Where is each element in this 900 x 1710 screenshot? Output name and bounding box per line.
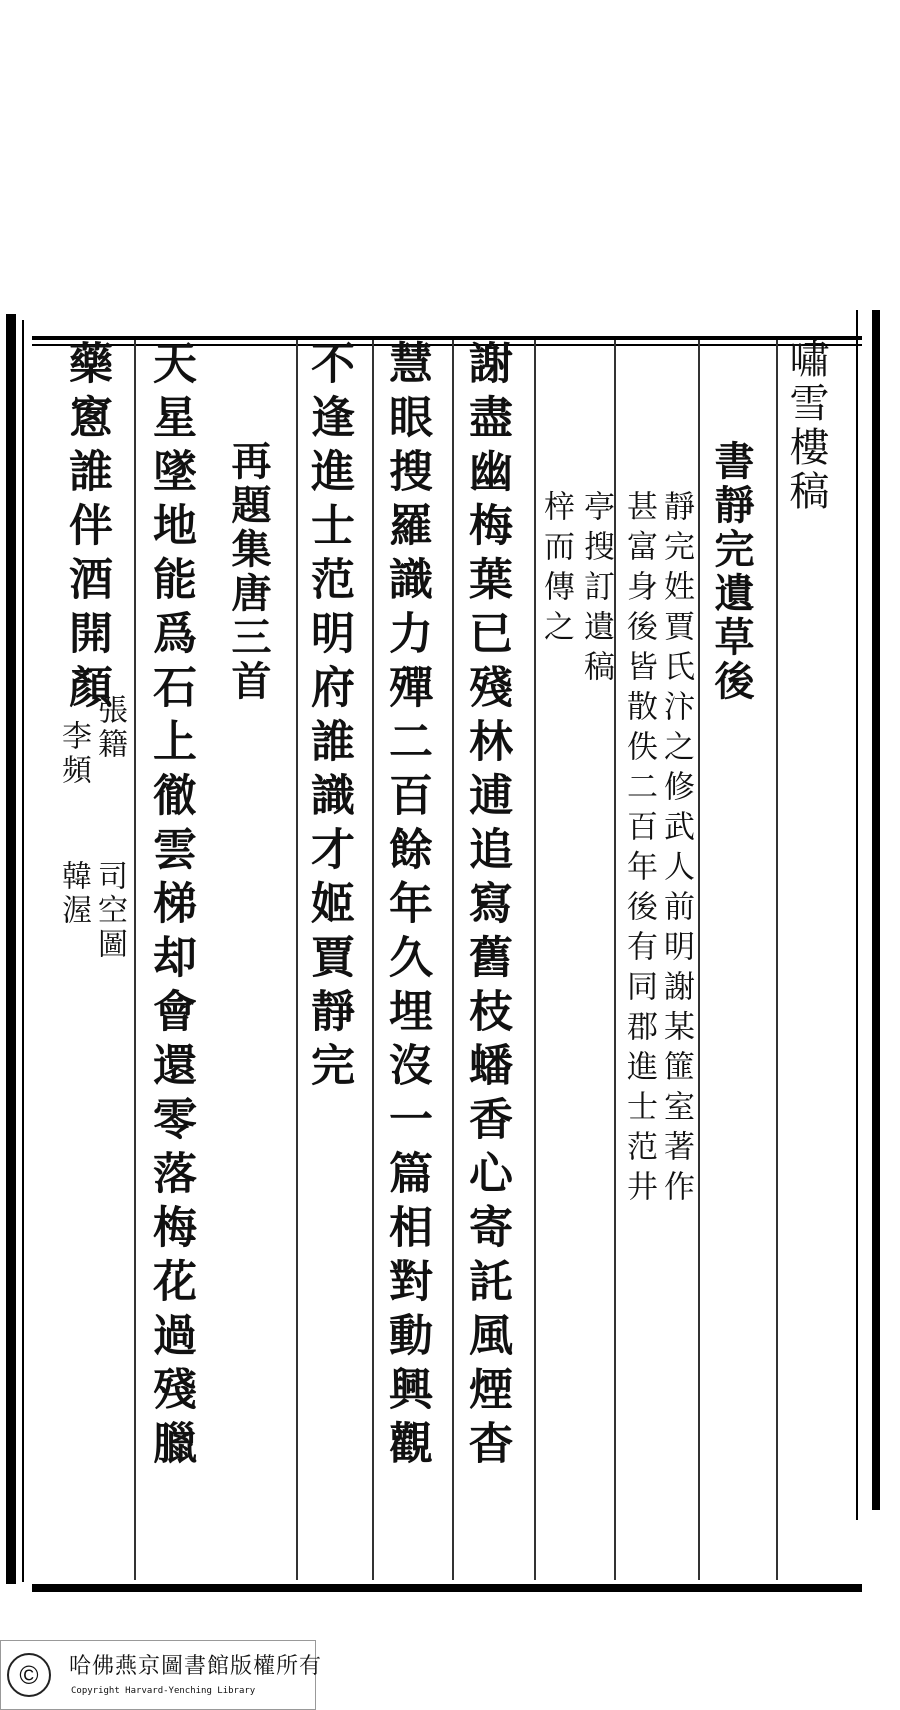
library-name-cn: 哈佛燕京圖書館版權所有 — [69, 1654, 323, 1679]
author-credit: 韓渥 — [56, 860, 91, 928]
border-left-outer — [6, 314, 16, 1584]
poem-line: 慧眼搜羅識力殫二百餘年久埋沒一篇相對動興觀 — [381, 340, 432, 1474]
column-rule — [452, 340, 454, 1580]
fold-label: 嘯雪樓稿 — [783, 338, 829, 514]
border-right-inner — [856, 310, 858, 1520]
copyright-icon: © — [7, 1653, 51, 1697]
border-bottom — [32, 1584, 862, 1592]
page-frame — [6, 300, 886, 1600]
column-rule — [372, 340, 374, 1580]
poem-line: 藥窻誰伴酒開顏 — [61, 340, 112, 718]
note-line: 甚富身後皆散佚二百年後有同郡進士范井 — [621, 490, 657, 1210]
poem-line: 謝盡幽梅葉已殘林逋追寫舊枝蟠香心寄託風煙杳 — [461, 340, 512, 1474]
library-name-en: Copyright Harvard-Yenching Library — [71, 1686, 256, 1696]
column-rule — [534, 340, 536, 1580]
note-line: 亭搜訂遺稿 — [578, 490, 614, 690]
note-line: 梓而傳之 — [538, 490, 574, 650]
author-credit: 李頻 — [56, 720, 91, 788]
section-title: 再題集唐三首 — [225, 440, 272, 704]
column-rule — [296, 340, 298, 1580]
column-rule — [614, 340, 616, 1580]
poem-line: 不逢進士范明府誰識才姬賈靜完 — [303, 340, 354, 1096]
column-rule — [776, 340, 778, 1580]
copyright-stamp — [0, 1640, 323, 1710]
author-credit: 張籍 — [92, 694, 127, 762]
column-rule — [134, 340, 136, 1580]
author-credit: 司空圖 — [92, 860, 127, 962]
column-rule — [698, 340, 700, 1580]
border-right-outer — [872, 310, 880, 1510]
border-left-inner — [22, 320, 24, 1582]
poem-line: 天星墜地能爲石上徹雲梯却會還零落梅花過殘臘 — [145, 340, 196, 1474]
note-line: 靜完姓賈氏汴之修武人前明謝某篚室著作 — [658, 490, 694, 1210]
section-title: 書靜完遺草後 — [708, 440, 755, 704]
